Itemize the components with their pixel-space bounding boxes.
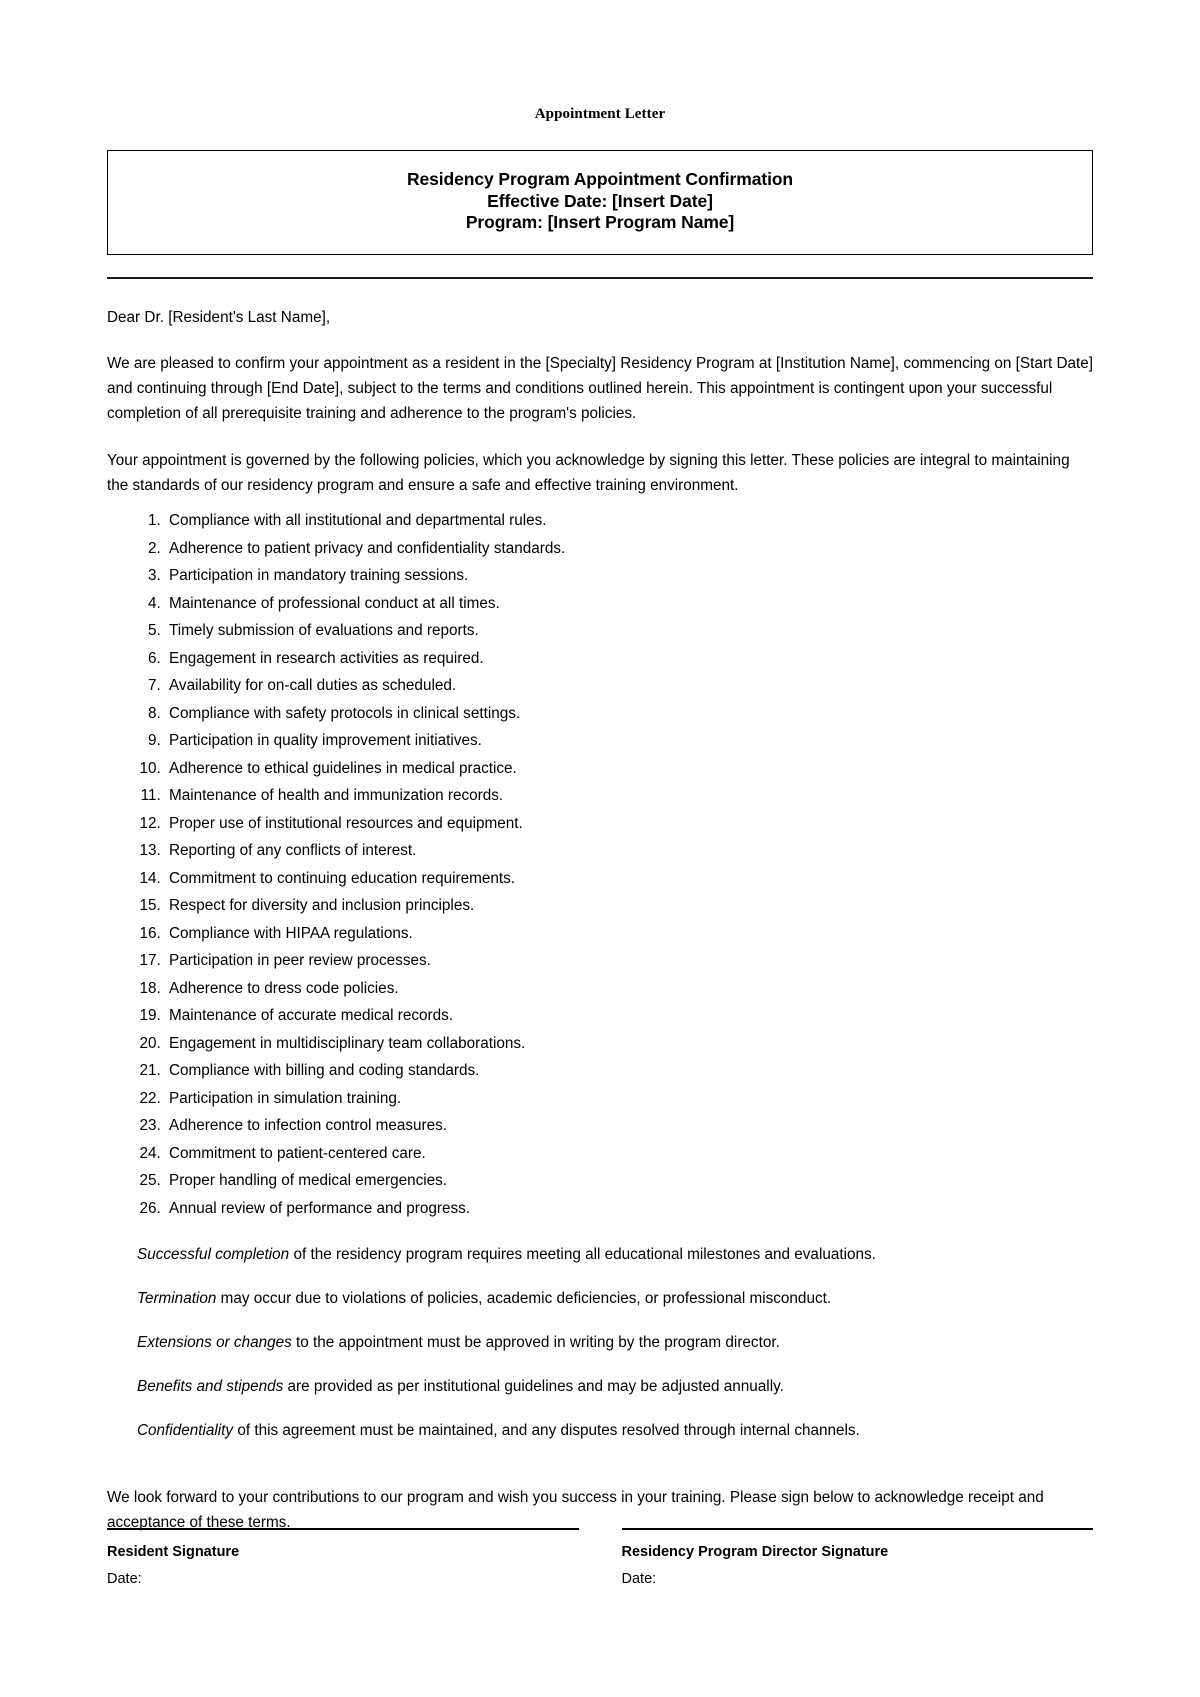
signature-line-director[interactable] xyxy=(622,1528,1094,1530)
signature-label-resident: Resident Signature xyxy=(107,1544,240,1560)
policy-list-item: 22. Participation in simulation training. xyxy=(165,1089,1093,1108)
closing-paragraph: We look forward to your contributions to our program and wish you success in your training. Please sign below to acknowledge receipt and acceptance of these terms. xyxy=(107,1488,1044,1532)
policy-list-item: 23. Adherence to infection control measures. xyxy=(165,1116,1093,1135)
term-paragraph xyxy=(137,1376,1093,1398)
signature-block xyxy=(107,1528,1093,1588)
policy-list-item: 24. Commitment to patient-centered care. xyxy=(165,1144,1093,1163)
term-rest: are provided as per institutional guidelines and may be adjusted annually. xyxy=(283,1377,784,1395)
term-rest: may occur due to violations of policies, academic deficiencies, or professional misconduct. xyxy=(216,1289,832,1307)
policy-list-item: 14. Commitment to continuing education requirements. xyxy=(165,869,1093,888)
signature-date-resident: Date: xyxy=(107,1571,142,1587)
signature-date-director: Date: xyxy=(621,1571,657,1587)
policy-list-item: 12. Proper use of institutional resources and equipment. xyxy=(165,814,1093,833)
policy-list-item: 19. Maintenance of accurate medical records. xyxy=(165,1006,1093,1025)
signature-column-resident xyxy=(107,1528,579,1588)
policy-list xyxy=(107,511,1093,1218)
term-paragraph xyxy=(137,1288,1093,1310)
signature-line-resident[interactable] xyxy=(107,1528,579,1530)
policy-list-item: 15. Respect for diversity and inclusion principles. xyxy=(165,896,1093,915)
term-rest: of this agreement must be maintained, and any disputes resolved through internal channels. xyxy=(233,1421,860,1439)
term-lead: Confidentiality xyxy=(137,1421,234,1439)
term-lead: Benefits and stipends xyxy=(137,1377,284,1395)
term-lead: Termination xyxy=(137,1289,217,1307)
term-lead: Extensions or changes xyxy=(137,1333,292,1351)
salutation: Dear Dr. [Resident's Last Name], xyxy=(107,308,331,326)
term-paragraph xyxy=(137,1420,1093,1442)
term-rest: to the appointment must be approved in writing by the program director. xyxy=(291,1333,780,1351)
policy-list-item: 11. Maintenance of health and immunization records. xyxy=(165,786,1093,805)
signature-column-director xyxy=(622,1528,1094,1588)
policy-list-item: 7. Availability for on-call duties as scheduled. xyxy=(165,676,1093,695)
policy-list-item: 16. Compliance with HIPAA regulations. xyxy=(165,924,1093,943)
policy-list-item: 1. Compliance with all institutional and departmental rules. xyxy=(165,511,1093,530)
policy-list-item: 9. Participation in quality improvement initiatives. xyxy=(165,731,1093,750)
page-title: Appointment Letter xyxy=(534,106,666,122)
policy-list-item: 20. Engagement in multidisciplinary team collaborations. xyxy=(165,1034,1093,1053)
header-box-line-2: Effective Date: [Insert Date] xyxy=(487,190,713,211)
policies-intro-paragraph: Your appointment is governed by the following policies, which you acknowledge by signing this letter. These policies are integral to maintaining the standards of our residency program and ensure a safe and effective training environment. xyxy=(107,451,1070,494)
policy-list-item: 2. Adherence to patient privacy and confidentiality standards. xyxy=(165,539,1093,558)
header-box-line-3: Program: [Insert Program Name] xyxy=(465,212,735,232)
policy-list-item: 26. Annual review of performance and progress. xyxy=(165,1199,1093,1218)
letter-body xyxy=(107,279,1093,1536)
header-box xyxy=(107,150,1093,255)
policy-list-item: 3. Participation in mandatory training sessions. xyxy=(165,566,1093,585)
policy-list-item: 21. Compliance with billing and coding standards. xyxy=(165,1061,1093,1080)
intro-paragraph: We are pleased to confirm your appointment as a resident in the [Specialty] Residency Program at [Institution Name], commencing on [Start Date] and continuing through [End Date], subject to the terms and conditions outlined herein. This appointment is contingent upon your successful completion of all prerequisite training and adherence to the program's policies. xyxy=(107,354,1093,423)
term-rest: of the residency program requires meeting all educational milestones and evaluations. xyxy=(289,1245,876,1263)
term-paragraph xyxy=(137,1332,1093,1354)
term-paragraph xyxy=(137,1244,1093,1266)
policy-list-item: 25. Proper handling of medical emergencies. xyxy=(165,1171,1093,1190)
policy-list-item: 10. Adherence to ethical guidelines in medical practice. xyxy=(165,759,1093,778)
policy-list-item: 17. Participation in peer review processes. xyxy=(165,951,1093,970)
policy-list-item: 4. Maintenance of professional conduct at all times. xyxy=(165,594,1093,613)
policy-list-item: 6. Engagement in research activities as required. xyxy=(165,649,1093,668)
policy-list-item: 5. Timely submission of evaluations and reports. xyxy=(165,621,1093,640)
term-lead: Successful completion xyxy=(137,1245,290,1263)
policy-list-item: 13. Reporting of any conflicts of interest. xyxy=(165,841,1093,860)
policy-list-item: 18. Adherence to dress code policies. xyxy=(165,979,1093,998)
signature-label-director: Residency Program Director Signature xyxy=(621,1544,889,1560)
policy-list-item: 8. Compliance with safety protocols in clinical settings. xyxy=(165,704,1093,723)
header-box-line-1: Residency Program Appointment Confirmation xyxy=(406,169,794,189)
terms-section xyxy=(107,1244,1093,1442)
